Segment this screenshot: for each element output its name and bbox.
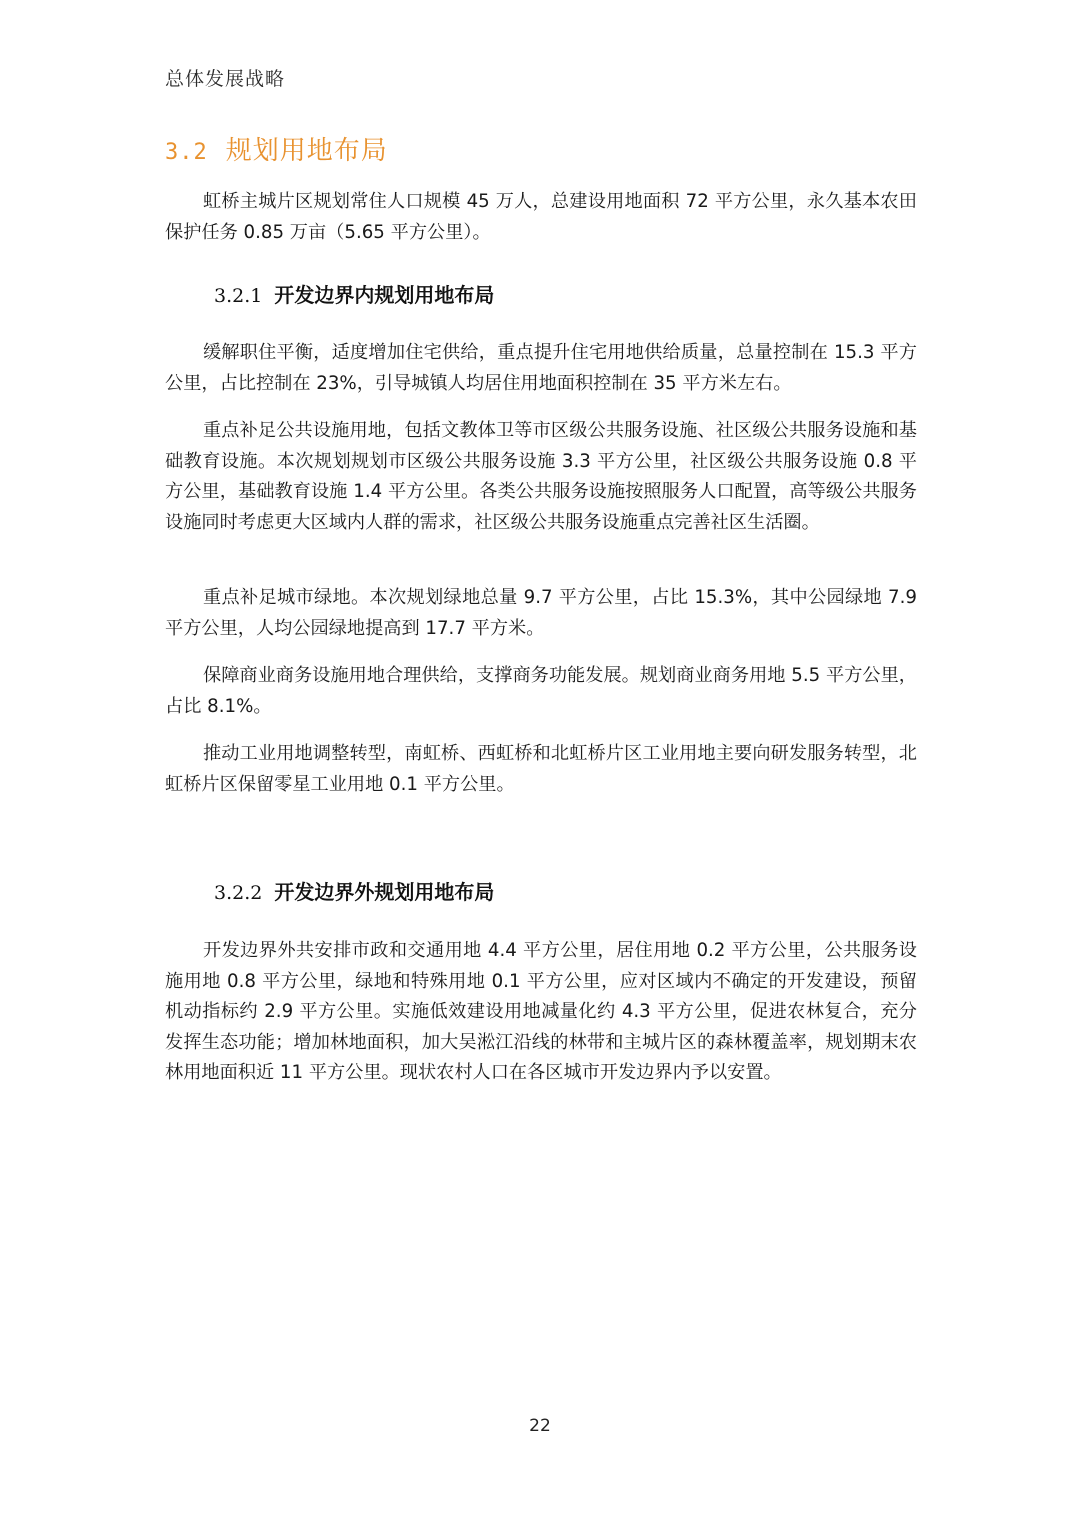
body-paragraph: 推动工业用地调整转型，南虹桥、西虹桥和北虹桥片区工业用地主要向研发服务转型，北虹桥片区保留零星工业用地 0.1 平方公里。 [165, 743, 917, 795]
subsection-heading-1 [214, 279, 494, 308]
section-heading [165, 130, 388, 167]
body-paragraph: 重点补足公共设施用地，包括文教体卫等市区级公共服务设施、社区级公共服务设施和基础教育设施。本次规划规划市区级公共服务设施 3.3 平方公里，社区级公共服务设施 0.8 平方公里，基础教育设施 1.4 平方公里。各类公共服务设施按照服务人口配置，高等级公共服务设施同时考虑更大区域内人群的需求，社区级公共服务设施重点完善社区生活圈。 [165, 420, 917, 533]
subsection-title: 开发边界外规划用地布局 [274, 880, 495, 904]
body-paragraph: 重点补足城市绿地。本次规划绿地总量 9.7 平方公里，占比 15.3%，其中公园绿地 7.9 平方公里，人均公园绿地提高到 17.7 平方米。 [165, 587, 917, 639]
body-paragraph: 缓解职住平衡，适度增加住宅供给，重点提升住宅用地供给质量，总量控制在 15.3 平方公里，占比控制在 23%，引导城镇人均居住用地面积控制在 35 平方米左右。 [165, 342, 917, 394]
section-title: 规划用地布局 [225, 136, 388, 166]
body-paragraph: 开发边界外共安排市政和交通用地 4.4 平方公里，居住用地 0.2 平方公里，公共服务设施用地 0.8 平方公里，绿地和特殊用地 0.1 平方公里，应对区域内不确定的开发建设，预留机动指标约 2.9 平方公里。实施低效建设用地减量化约 4.3 平方公里，促进农林复合，充分发挥生态功能；增加林地面积，加大吴淞江沿线的林带和主城片区的森林覆盖率，规划期末农林用地面积近 11 平方公里。现状农村人口在各区城市开发边界内予以安置。 [165, 940, 917, 1083]
page-number: 22 [529, 1416, 551, 1436]
subsection-number: 3.2.1 [214, 285, 263, 307]
subsection-number: 3.2.2 [214, 882, 263, 904]
subsection-title: 开发边界内规划用地布局 [274, 283, 495, 307]
subsection-heading-2 [214, 876, 494, 905]
section-intro-paragraph: 虹桥主城片区规划常住人口规模 45 万人，总建设用地面积 72 平方公里，永久基本农田保护任务 0.85 万亩（5.65 平方公里）。 [165, 191, 917, 243]
section-number: 3.2 [165, 140, 208, 165]
body-paragraph: 保障商业商务设施用地合理供给，支撑商务功能发展。规划商业商务用地 5.5 平方公里，占比 8.1%。 [165, 665, 917, 717]
running-header: 总体发展战略 [165, 68, 286, 90]
